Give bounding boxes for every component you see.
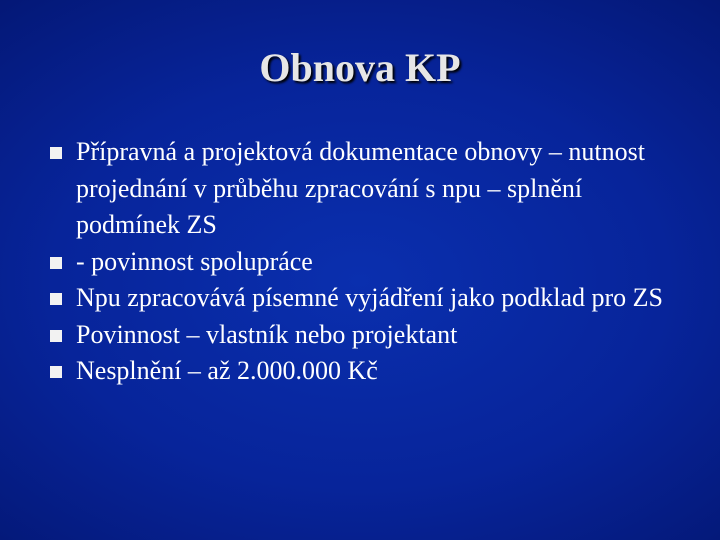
square-bullet-icon	[50, 147, 62, 159]
bullet-item	[50, 280, 690, 317]
bullet-item	[50, 353, 690, 390]
slide-title: Obnova KP	[259, 45, 461, 90]
bullet-item	[50, 317, 690, 354]
bullet-text: Nesplnění – až 2.000.000 Kč	[76, 356, 378, 385]
square-bullet-icon	[50, 257, 62, 269]
bullet-text: Povinnost – vlastník nebo projektant	[76, 319, 458, 349]
square-bullet-icon	[50, 293, 62, 305]
bullet-list	[50, 134, 690, 390]
bullet-text: - povinnost spolupráce	[76, 246, 313, 276]
square-bullet-icon	[50, 366, 62, 378]
bullet-item	[50, 244, 690, 281]
square-bullet-icon	[50, 330, 62, 342]
bullet-text: Npu zpracovává písemné vyjádření jako podklad pro ZS	[76, 283, 663, 312]
bullet-item	[50, 134, 690, 244]
bullet-text: Přípravná a projektová dokumentace obnovy – nutnost projednání v průběhu zpracování s npu – splnění podmínek ZS	[76, 137, 645, 239]
